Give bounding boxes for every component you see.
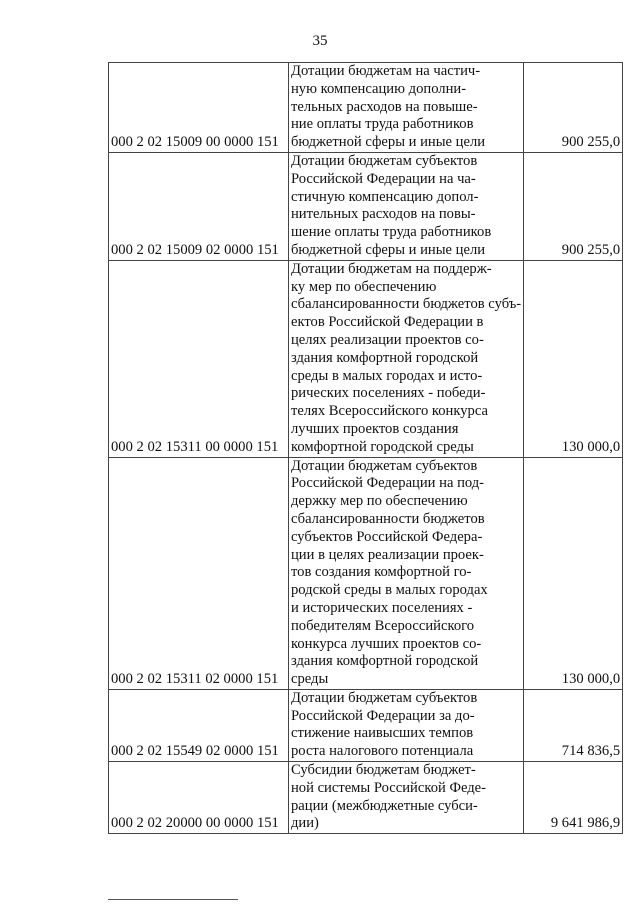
budget-table [108, 62, 623, 834]
description-line: Дотации бюджетам субъектов [291, 152, 478, 169]
description-line: тельных расходов на повыше- [291, 98, 478, 115]
table-row [109, 152, 623, 260]
description-line: дии) [291, 815, 319, 832]
description-line: тов создания комфортной го- [291, 564, 472, 581]
budget-code-cell: 000 2 02 20000 00 0000 151 [109, 762, 289, 834]
description-line: родской среды в малых городах [291, 582, 488, 599]
description-line: Дотации бюджетам на частич- [291, 63, 481, 79]
description-line: Российской Федерации на ча- [291, 170, 476, 187]
description-line: Российской Федерации на под- [291, 475, 485, 492]
table-row [109, 689, 623, 761]
description-line: здания комфортной городской [291, 653, 479, 670]
description-line: бюджетной сферы и иные цели [291, 241, 486, 258]
description-line: субъектов Российской Федера- [291, 528, 483, 545]
description-line: и исторических поселениях - [291, 599, 473, 616]
description-line: телях Всероссийского конкурса [291, 403, 488, 420]
description-line: роста налогового потенциала [291, 743, 474, 760]
description-line: рации (межбюджетные субси- [291, 797, 478, 814]
amount-cell: 9 641 986,9 [524, 762, 623, 834]
page-number: 35 [312, 33, 328, 49]
description-cell [289, 260, 524, 457]
budget-code-cell: 000 2 02 15009 00 0000 151 [109, 63, 289, 153]
description-line: победителям Всероссийского [291, 617, 475, 634]
table-row [109, 63, 623, 153]
table-row [109, 762, 623, 834]
description-line: Дотации бюджетам субъектов [291, 689, 478, 706]
description-line: стичную компенсацию допол- [291, 188, 479, 205]
description-line: бюджетной сферы и иные цели [291, 134, 486, 151]
description-line: ной системы Российской Феде- [291, 779, 487, 796]
budget-code-cell: 000 2 02 15311 02 0000 151 [109, 457, 289, 689]
budget-code-cell: 000 2 02 15549 02 0000 151 [109, 689, 289, 761]
description-line: ции в целях реализации проек- [291, 546, 484, 563]
description-line: среды [291, 671, 329, 688]
description-cell [289, 63, 524, 153]
amount-cell: 130 000,0 [524, 260, 623, 457]
amount-cell: 900 255,0 [524, 63, 623, 153]
description-line: комфортной городской среды [291, 438, 474, 455]
description-cell [289, 762, 524, 834]
amount-cell: 714 836,5 [524, 689, 623, 761]
description-line: лучших проектов создания [291, 420, 459, 437]
description-line: ектов Российской Федерации в [291, 314, 484, 331]
table-row [109, 260, 623, 457]
description-line: среды в малых городах и исто- [291, 367, 483, 384]
description-line: ку мер по обеспечению [291, 278, 437, 295]
description-line: конкурса лучших проектов со- [291, 635, 482, 652]
description-line: ние оплаты труда работников [291, 116, 474, 133]
budget-code-cell: 000 2 02 15311 00 0000 151 [109, 260, 289, 457]
description-cell [289, 689, 524, 761]
description-line: шение оплаты труда работников [291, 224, 492, 241]
description-line: Дотации бюджетам субъектов [291, 457, 478, 474]
description-line: Субсидии бюджетам бюджет- [291, 762, 476, 779]
amount-cell: 900 255,0 [524, 152, 623, 260]
footnote-rule [108, 899, 238, 900]
description-line: сбалансированности бюджетов [291, 510, 485, 527]
amount-cell: 130 000,0 [524, 457, 623, 689]
description-line: стижение наивысших темпов [291, 725, 474, 742]
description-line: Российской Федерации за до- [291, 707, 475, 724]
description-line: здания комфортной городской [291, 349, 479, 366]
description-line: держку мер по обеспечению [291, 493, 468, 510]
description-cell [289, 457, 524, 689]
table-row [109, 457, 623, 689]
description-line: рических поселениях - победи- [291, 385, 486, 402]
description-line: сбалансированности бюджетов субъ- [291, 296, 522, 313]
description-line: целях реализации проектов со- [291, 331, 484, 348]
budget-code-cell: 000 2 02 15009 02 0000 151 [109, 152, 289, 260]
description-line: Дотации бюджетам на поддерж- [291, 260, 492, 277]
description-line: ную компенсацию дополни- [291, 80, 467, 97]
description-line: нительных расходов на повы- [291, 206, 476, 223]
description-cell [289, 152, 524, 260]
